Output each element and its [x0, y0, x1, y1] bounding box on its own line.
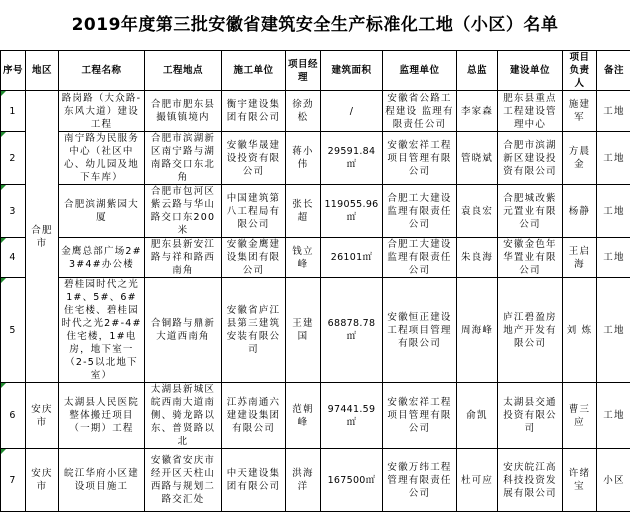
chief-cell: 管晓斌	[457, 132, 498, 185]
location-cell: 肥东县新安江路与祥和路西南角	[145, 238, 222, 278]
responsible-cell: 刘 炼	[563, 278, 597, 383]
responsible-cell: 施建军	[563, 91, 597, 132]
location-cell: 安徽省安庆市经开区天柱山西路与规划二路交汇处	[145, 449, 222, 512]
responsible-cell: 杨静	[563, 185, 597, 238]
name-cell: 合肥滨湖紫园大厦	[59, 185, 145, 238]
contractor-cell: 安徽省庐江县第三建筑安装有限公司	[222, 278, 286, 383]
row-number: 1	[1, 91, 26, 132]
pm-cell: 钱立峰	[286, 238, 321, 278]
remark-cell: 工地	[597, 132, 630, 185]
owner-cell: 合肥城改紫元置业有限公司	[498, 185, 563, 238]
row-number: 4	[1, 238, 26, 278]
responsible-cell: 王启海	[563, 238, 597, 278]
row-number: 6	[1, 383, 26, 449]
column-header: 建设单位	[498, 51, 563, 91]
contractor-cell: 安徽华晟建设投资有限公司	[222, 132, 286, 185]
contractor-cell: 江苏南通六建建设集团有限公司	[222, 383, 286, 449]
pm-cell: 徐劲松	[286, 91, 321, 132]
row-number: 5	[1, 278, 26, 383]
area-cell: 68878.78㎡	[321, 278, 383, 383]
responsible-cell: 方晨金	[563, 132, 597, 185]
area-cell: 119055.96㎡	[321, 185, 383, 238]
column-header: 监理单位	[383, 51, 457, 91]
row-number: 2	[1, 132, 26, 185]
location-cell: 合铜路与鼎新大道西南角	[145, 278, 222, 383]
location-cell: 合肥市滨湖新区南宁路与湖南路交口东北角	[145, 132, 222, 185]
contractor-cell: 中国建筑第八工程局有限公司	[222, 185, 286, 238]
row-number: 3	[1, 185, 26, 238]
table-row	[1, 132, 630, 185]
remark-cell: 工地	[597, 383, 630, 449]
table-row	[1, 383, 630, 449]
remark-cell: 工地	[597, 91, 630, 132]
owner-cell: 肥东县重点工程建设管理中心	[498, 91, 563, 132]
name-cell: 金鹰总部广场2#3#4#办公楼	[59, 238, 145, 278]
chief-cell: 朱良海	[457, 238, 498, 278]
chief-cell: 杜可应	[457, 449, 498, 512]
table-row	[1, 449, 630, 512]
pm-cell: 王建国	[286, 278, 321, 383]
header-row	[1, 51, 630, 91]
location-cell: 合肥市包河区紫云路与华山路交口东200米	[145, 185, 222, 238]
page-title: 2019年度第三批安徽省建筑安全生产标准化工地（小区）名单	[0, 0, 630, 50]
table-row	[1, 185, 630, 238]
supervisor-cell: 安徽宏祥工程项目管理有限公司	[383, 383, 457, 449]
column-header: 施工单位	[222, 51, 286, 91]
column-header: 备注	[597, 51, 630, 91]
chief-cell: 俞凯	[457, 383, 498, 449]
responsible-cell: 许绪宝	[563, 449, 597, 512]
column-header: 序号	[1, 51, 26, 91]
column-header: 工程名称	[59, 51, 145, 91]
remark-cell: 工地	[597, 238, 630, 278]
pm-cell: 洪海洋	[286, 449, 321, 512]
pm-cell: 张长超	[286, 185, 321, 238]
location-cell: 太湖县新城区皖西南大道南侧、骑龙路以东、普贤路以北	[145, 383, 222, 449]
supervisor-cell: 合肥工大建设监理有限责任公司	[383, 185, 457, 238]
pm-cell: 蒋小伟	[286, 132, 321, 185]
owner-cell: 太湖县交通投资有限公司	[498, 383, 563, 449]
table-row	[1, 91, 630, 132]
owner-cell: 安徽金色年华置业有限公司	[498, 238, 563, 278]
supervisor-cell: 安徽万纬工程管理有限责任公司	[383, 449, 457, 512]
owner-cell: 合肥市滨湖新区建设投资有限公司	[498, 132, 563, 185]
supervisor-cell: 合肥工大建设监理有限责任公司	[383, 238, 457, 278]
remark-cell: 小区	[597, 449, 630, 512]
remark-cell: 工地	[597, 278, 630, 383]
area-cell: /	[321, 91, 383, 132]
name-cell: 太湖县人民医院整体搬迁项目（一期）工程	[59, 383, 145, 449]
project-table	[0, 50, 630, 512]
supervisor-cell: 安徽宏祥工程项目管理有限公司	[383, 132, 457, 185]
row-number: 7	[1, 449, 26, 512]
location-cell: 合肥市肥东县撮镇镇境内	[145, 91, 222, 132]
area-cell: 26101㎡	[321, 238, 383, 278]
chief-cell: 袁良宏	[457, 185, 498, 238]
remark-cell: 工地	[597, 185, 630, 238]
name-cell: 路岗路（大众路-东风大道）建设工程	[59, 91, 145, 132]
column-header: 工程地点	[145, 51, 222, 91]
region-cell: 合肥市	[26, 91, 59, 383]
area-cell: 29591.84㎡	[321, 132, 383, 185]
column-header: 项目经理	[286, 51, 321, 91]
chief-cell: 周海峰	[457, 278, 498, 383]
name-cell: 碧桂园时代之光1#、5#、6#住宅楼、碧桂园时代之光2#-4#住宅楼，1#电房，地下室一（2-5以北地下室）	[59, 278, 145, 383]
contractor-cell: 衡宇建设集团有限公司	[222, 91, 286, 132]
owner-cell: 安庆皖江高科技投资发展有限公司	[498, 449, 563, 512]
table-row	[1, 278, 630, 383]
column-header: 总监	[457, 51, 498, 91]
owner-cell: 庐江碧盈房地产开发有限公司	[498, 278, 563, 383]
contractor-cell: 中天建设集团有限公司	[222, 449, 286, 512]
column-header: 建筑面积	[321, 51, 383, 91]
column-header: 地区	[26, 51, 59, 91]
area-cell: 97441.59㎡	[321, 383, 383, 449]
region-cell: 安庆市	[26, 383, 59, 449]
pm-cell: 范朝峰	[286, 383, 321, 449]
chief-cell: 李家森	[457, 91, 498, 132]
name-cell: 南宁路为民服务中心（社区中心、幼儿园及地下车库）	[59, 132, 145, 185]
name-cell: 皖江华府小区建设项目施工	[59, 449, 145, 512]
area-cell: 167500㎡	[321, 449, 383, 512]
contractor-cell: 安徽金鹰建设集团有限公司	[222, 238, 286, 278]
responsible-cell: 曹三应	[563, 383, 597, 449]
column-header: 项目负责人	[563, 51, 597, 91]
region-cell: 安庆市	[26, 449, 59, 512]
supervisor-cell: 安徽恒正建设工程项目管理有限公司	[383, 278, 457, 383]
table-row	[1, 238, 630, 278]
supervisor-cell: 安徽省公路工程建设 监理有限责任公司	[383, 91, 457, 132]
